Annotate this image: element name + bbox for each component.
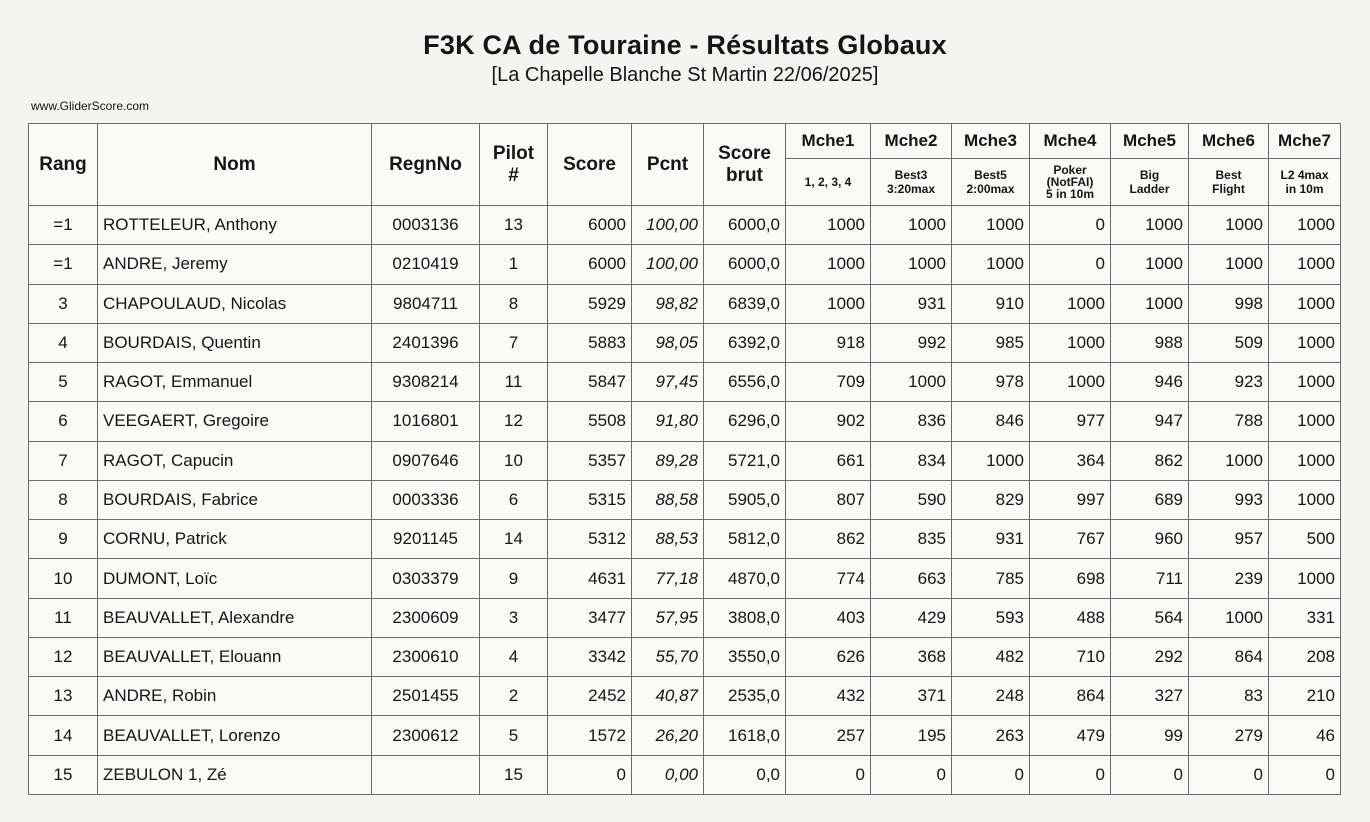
score-brut-cell: 1618,0 xyxy=(704,716,786,755)
score-brut-cell: 3808,0 xyxy=(704,598,786,637)
task-mche6-line2: Flight xyxy=(1212,182,1245,196)
mche3-cell: 931 xyxy=(952,520,1030,559)
mche5-cell: 988 xyxy=(1111,323,1189,362)
mche4-cell: 1000 xyxy=(1030,284,1111,323)
mche4-cell: 488 xyxy=(1030,598,1111,637)
mche2-cell: 195 xyxy=(871,716,952,755)
table-row xyxy=(29,284,1341,323)
table-row xyxy=(29,677,1341,716)
mche4-cell: 0 xyxy=(1030,755,1111,794)
mche6-cell: 1000 xyxy=(1189,441,1269,480)
results-body xyxy=(29,206,1341,795)
mche3-cell: 985 xyxy=(952,323,1030,362)
mche5-cell: 99 xyxy=(1111,716,1189,755)
rang-cell: 10 xyxy=(29,559,98,598)
rang-cell: 12 xyxy=(29,637,98,676)
mche2-cell: 834 xyxy=(871,441,952,480)
mche6-cell: 239 xyxy=(1189,559,1269,598)
rang-cell: 3 xyxy=(29,284,98,323)
col-mche1: Mche1 xyxy=(786,124,871,159)
table-row xyxy=(29,755,1341,794)
mche3-cell: 846 xyxy=(952,402,1030,441)
score-brut-cell: 6392,0 xyxy=(704,323,786,362)
pilot-cell: 10 xyxy=(480,441,548,480)
results-table xyxy=(28,123,1341,795)
pilot-cell: 12 xyxy=(480,402,548,441)
page-title: F3K CA de Touraine - Résultats Globaux xyxy=(423,30,947,60)
table-row xyxy=(29,245,1341,284)
mche3-cell: 593 xyxy=(952,598,1030,637)
rang-cell: 6 xyxy=(29,402,98,441)
mche5-cell: 292 xyxy=(1111,637,1189,676)
mche5-cell: 862 xyxy=(1111,441,1189,480)
mche4-cell: 710 xyxy=(1030,637,1111,676)
col-mche5: Mche5 xyxy=(1111,124,1189,159)
score-cell: 6000 xyxy=(548,245,632,284)
mche3-cell: 0 xyxy=(952,755,1030,794)
mche4-cell: 1000 xyxy=(1030,363,1111,402)
nom-cell: VEEGAERT, Gregoire xyxy=(98,402,372,441)
score-cell: 2452 xyxy=(548,677,632,716)
pcnt-cell: 98,82 xyxy=(632,284,704,323)
mche3-cell: 829 xyxy=(952,480,1030,519)
col-mche4: Mche4 xyxy=(1030,124,1111,159)
rang-cell: 5 xyxy=(29,363,98,402)
mche7-cell: 1000 xyxy=(1269,402,1341,441)
col-pilot xyxy=(480,124,548,206)
rang-cell: 14 xyxy=(29,716,98,755)
nom-cell: CHAPOULAUD, Nicolas xyxy=(98,284,372,323)
task-mche5-line1: Big xyxy=(1139,168,1160,182)
mche7-cell: 331 xyxy=(1269,598,1341,637)
mche7-cell: 1000 xyxy=(1269,441,1341,480)
pilot-cell: 4 xyxy=(480,637,548,676)
pcnt-cell: 88,58 xyxy=(632,480,704,519)
mche1-cell: 1000 xyxy=(786,284,871,323)
task-mche2-line2: 3:20max xyxy=(886,182,936,196)
mche7-cell: 1000 xyxy=(1269,206,1341,245)
col-score: Score xyxy=(548,124,632,206)
nom-cell: ANDRE, Robin xyxy=(98,677,372,716)
score-cell: 5315 xyxy=(548,480,632,519)
col-mche2: Mche2 xyxy=(871,124,952,159)
task-mche4-line3: 5 in 10m xyxy=(1045,187,1095,201)
mche6-cell: 279 xyxy=(1189,716,1269,755)
table-row xyxy=(29,363,1341,402)
mche2-cell: 663 xyxy=(871,559,952,598)
score-brut-cell: 5721,0 xyxy=(704,441,786,480)
col-brut-line2: brut xyxy=(726,164,763,186)
col-nom: Nom xyxy=(98,124,372,206)
mche2-cell: 0 xyxy=(871,755,952,794)
table-row xyxy=(29,520,1341,559)
pcnt-cell: 55,70 xyxy=(632,637,704,676)
mche5-cell: 947 xyxy=(1111,402,1189,441)
rang-cell: =1 xyxy=(29,245,98,284)
score-brut-cell: 5812,0 xyxy=(704,520,786,559)
mche7-cell: 1000 xyxy=(1269,363,1341,402)
pcnt-cell: 91,80 xyxy=(632,402,704,441)
task-mche1 xyxy=(786,159,871,206)
mche6-cell: 957 xyxy=(1189,520,1269,559)
score-brut-cell: 6000,0 xyxy=(704,206,786,245)
regnno-cell: 0210419 xyxy=(372,245,480,284)
pilot-cell: 5 xyxy=(480,716,548,755)
mche7-cell: 210 xyxy=(1269,677,1341,716)
score-cell: 5508 xyxy=(548,402,632,441)
score-cell: 5357 xyxy=(548,441,632,480)
mche7-cell: 46 xyxy=(1269,716,1341,755)
pilot-cell: 3 xyxy=(480,598,548,637)
score-cell: 5847 xyxy=(548,363,632,402)
nom-cell: BOURDAIS, Quentin xyxy=(98,323,372,362)
rang-cell: 9 xyxy=(29,520,98,559)
mche2-cell: 590 xyxy=(871,480,952,519)
mche5-cell: 711 xyxy=(1111,559,1189,598)
event-subtitle: [La Chapelle Blanche St Martin 22/06/2025] xyxy=(491,64,879,86)
mche6-cell: 509 xyxy=(1189,323,1269,362)
mche2-cell: 835 xyxy=(871,520,952,559)
nom-cell: BEAUVALLET, Alexandre xyxy=(98,598,372,637)
task-mche5-line2: Ladder xyxy=(1129,182,1170,196)
mche1-cell: 626 xyxy=(786,637,871,676)
nom-cell: DUMONT, Loïc xyxy=(98,559,372,598)
mche1-cell: 1000 xyxy=(786,245,871,284)
score-brut-cell: 6839,0 xyxy=(704,284,786,323)
pilot-cell: 8 xyxy=(480,284,548,323)
pcnt-cell: 0,00 xyxy=(632,755,704,794)
task-mche7-line2: in 10m xyxy=(1285,182,1324,196)
task-mche3 xyxy=(952,159,1030,206)
mche2-cell: 1000 xyxy=(871,245,952,284)
mche1-cell: 403 xyxy=(786,598,871,637)
table-row xyxy=(29,441,1341,480)
col-pilot-line2: # xyxy=(508,164,519,186)
task-mche4-line2: (NotFAI) xyxy=(1046,175,1094,189)
regnno-cell xyxy=(372,755,480,794)
site-label: www.GliderScore.com xyxy=(31,99,150,113)
regnno-cell: 9201145 xyxy=(372,520,480,559)
regnno-cell: 2300610 xyxy=(372,637,480,676)
rang-cell: 15 xyxy=(29,755,98,794)
mche2-cell: 992 xyxy=(871,323,952,362)
regnno-cell: 2501455 xyxy=(372,677,480,716)
task-mche3-line2: 2:00max xyxy=(966,182,1015,196)
mche3-cell: 248 xyxy=(952,677,1030,716)
table-row xyxy=(29,480,1341,519)
regnno-cell: 0003336 xyxy=(372,480,480,519)
mche4-cell: 364 xyxy=(1030,441,1111,480)
mche1-cell: 902 xyxy=(786,402,871,441)
table-row xyxy=(29,206,1341,245)
pilot-cell: 9 xyxy=(480,559,548,598)
task-mche1-line1: 1, 2, 3, 4 xyxy=(804,175,852,189)
mche1-cell: 709 xyxy=(786,363,871,402)
pilot-cell: 15 xyxy=(480,755,548,794)
mche7-cell: 1000 xyxy=(1269,480,1341,519)
score-brut-cell: 6556,0 xyxy=(704,363,786,402)
score-cell: 3477 xyxy=(548,598,632,637)
mche1-cell: 0 xyxy=(786,755,871,794)
mche7-cell: 500 xyxy=(1269,520,1341,559)
task-mche6-line1: Best xyxy=(1215,168,1242,182)
mche6-cell: 83 xyxy=(1189,677,1269,716)
task-mche6 xyxy=(1189,159,1269,206)
col-mche3: Mche3 xyxy=(952,124,1030,159)
mche1-cell: 1000 xyxy=(786,206,871,245)
mche5-cell: 1000 xyxy=(1111,284,1189,323)
mche3-cell: 1000 xyxy=(952,206,1030,245)
pcnt-cell: 89,28 xyxy=(632,441,704,480)
mche7-cell: 0 xyxy=(1269,755,1341,794)
score-cell: 0 xyxy=(548,755,632,794)
mche5-cell: 946 xyxy=(1111,363,1189,402)
table-row xyxy=(29,598,1341,637)
mche6-cell: 1000 xyxy=(1189,245,1269,284)
pcnt-cell: 100,00 xyxy=(632,206,704,245)
task-mche2-line1: Best3 xyxy=(894,168,928,182)
mche5-cell: 1000 xyxy=(1111,206,1189,245)
nom-cell: BEAUVALLET, Lorenzo xyxy=(98,716,372,755)
pilot-cell: 7 xyxy=(480,323,548,362)
regnno-cell: 2300612 xyxy=(372,716,480,755)
nom-cell: ZEBULON 1, Zé xyxy=(98,755,372,794)
mche4-cell: 767 xyxy=(1030,520,1111,559)
nom-cell: BEAUVALLET, Elouann xyxy=(98,637,372,676)
mche1-cell: 432 xyxy=(786,677,871,716)
mche5-cell: 960 xyxy=(1111,520,1189,559)
pcnt-cell: 26,20 xyxy=(632,716,704,755)
score-brut-cell: 3550,0 xyxy=(704,637,786,676)
table-row xyxy=(29,716,1341,755)
pcnt-cell: 98,05 xyxy=(632,323,704,362)
pcnt-cell: 97,45 xyxy=(632,363,704,402)
mche4-cell: 1000 xyxy=(1030,323,1111,362)
mche6-cell: 993 xyxy=(1189,480,1269,519)
score-brut-cell: 0,0 xyxy=(704,755,786,794)
regnno-cell: 9804711 xyxy=(372,284,480,323)
mche4-cell: 977 xyxy=(1030,402,1111,441)
col-pcnt: Pcnt xyxy=(632,124,704,206)
mche1-cell: 862 xyxy=(786,520,871,559)
rang-cell: 8 xyxy=(29,480,98,519)
mche1-cell: 257 xyxy=(786,716,871,755)
col-mche6: Mche6 xyxy=(1189,124,1269,159)
mche5-cell: 327 xyxy=(1111,677,1189,716)
rang-cell: =1 xyxy=(29,206,98,245)
pcnt-cell: 100,00 xyxy=(632,245,704,284)
mche4-cell: 479 xyxy=(1030,716,1111,755)
regnno-cell: 0003136 xyxy=(372,206,480,245)
score-brut-cell: 6296,0 xyxy=(704,402,786,441)
mche6-cell: 864 xyxy=(1189,637,1269,676)
col-regnno: RegnNo xyxy=(372,124,480,206)
mche4-cell: 0 xyxy=(1030,245,1111,284)
score-cell: 3342 xyxy=(548,637,632,676)
nom-cell: RAGOT, Emmanuel xyxy=(98,363,372,402)
rang-cell: 11 xyxy=(29,598,98,637)
task-mche7 xyxy=(1269,159,1341,206)
mche2-cell: 368 xyxy=(871,637,952,676)
pilot-cell: 11 xyxy=(480,363,548,402)
score-brut-cell: 2535,0 xyxy=(704,677,786,716)
pcnt-cell: 57,95 xyxy=(632,598,704,637)
mche4-cell: 864 xyxy=(1030,677,1111,716)
table-row xyxy=(29,323,1341,362)
results-header xyxy=(29,124,1341,206)
mche3-cell: 910 xyxy=(952,284,1030,323)
rang-cell: 7 xyxy=(29,441,98,480)
mche1-cell: 661 xyxy=(786,441,871,480)
mche7-cell: 1000 xyxy=(1269,559,1341,598)
mche6-cell: 0 xyxy=(1189,755,1269,794)
regnno-cell: 1016801 xyxy=(372,402,480,441)
rang-cell: 13 xyxy=(29,677,98,716)
nom-cell: ROTTELEUR, Anthony xyxy=(98,206,372,245)
rang-cell: 4 xyxy=(29,323,98,362)
nom-cell: CORNU, Patrick xyxy=(98,520,372,559)
mche7-cell: 208 xyxy=(1269,637,1341,676)
score-brut-cell: 4870,0 xyxy=(704,559,786,598)
mche2-cell: 931 xyxy=(871,284,952,323)
score-cell: 5312 xyxy=(548,520,632,559)
mche4-cell: 997 xyxy=(1030,480,1111,519)
pilot-cell: 14 xyxy=(480,520,548,559)
mche5-cell: 0 xyxy=(1111,755,1189,794)
pcnt-cell: 77,18 xyxy=(632,559,704,598)
table-row xyxy=(29,559,1341,598)
col-pilot-line1: Pilot xyxy=(492,142,535,164)
pilot-cell: 1 xyxy=(480,245,548,284)
mche2-cell: 429 xyxy=(871,598,952,637)
score-cell: 5883 xyxy=(548,323,632,362)
task-mche3-line1: Best5 xyxy=(974,168,1007,182)
mche1-cell: 774 xyxy=(786,559,871,598)
mche6-cell: 1000 xyxy=(1189,206,1269,245)
mche6-cell: 923 xyxy=(1189,363,1269,402)
pcnt-cell: 40,87 xyxy=(632,677,704,716)
mche3-cell: 482 xyxy=(952,637,1030,676)
mche3-cell: 785 xyxy=(952,559,1030,598)
mche5-cell: 1000 xyxy=(1111,245,1189,284)
mche3-cell: 978 xyxy=(952,363,1030,402)
mche6-cell: 998 xyxy=(1189,284,1269,323)
pilot-cell: 2 xyxy=(480,677,548,716)
col-score-brut xyxy=(704,124,786,206)
score-brut-cell: 6000,0 xyxy=(704,245,786,284)
col-brut-line1: Score xyxy=(718,142,771,164)
regnno-cell: 9308214 xyxy=(372,363,480,402)
score-cell: 5929 xyxy=(548,284,632,323)
task-mche2 xyxy=(871,159,952,206)
table-row xyxy=(29,402,1341,441)
score-cell: 4631 xyxy=(548,559,632,598)
regnno-cell: 2401396 xyxy=(372,323,480,362)
mche6-cell: 1000 xyxy=(1189,598,1269,637)
score-cell: 6000 xyxy=(548,206,632,245)
mche2-cell: 371 xyxy=(871,677,952,716)
mche3-cell: 1000 xyxy=(952,441,1030,480)
regnno-cell: 2300609 xyxy=(372,598,480,637)
mche3-cell: 1000 xyxy=(952,245,1030,284)
task-mche4-line1: Poker xyxy=(1053,163,1087,177)
mche2-cell: 1000 xyxy=(871,206,952,245)
pilot-cell: 13 xyxy=(480,206,548,245)
nom-cell: ANDRE, Jeremy xyxy=(98,245,372,284)
pcnt-cell: 88,53 xyxy=(632,520,704,559)
score-cell: 1572 xyxy=(548,716,632,755)
col-rang: Rang xyxy=(29,124,98,206)
task-mche4 xyxy=(1030,159,1111,206)
score-brut-cell: 5905,0 xyxy=(704,480,786,519)
mche3-cell: 263 xyxy=(952,716,1030,755)
mche1-cell: 918 xyxy=(786,323,871,362)
pilot-cell: 6 xyxy=(480,480,548,519)
task-mche7-line1: L2 4max xyxy=(1280,168,1329,182)
col-mche7: Mche7 xyxy=(1269,124,1341,159)
nom-cell: RAGOT, Capucin xyxy=(98,441,372,480)
mche6-cell: 788 xyxy=(1189,402,1269,441)
mche5-cell: 564 xyxy=(1111,598,1189,637)
mche7-cell: 1000 xyxy=(1269,245,1341,284)
mche7-cell: 1000 xyxy=(1269,323,1341,362)
mche4-cell: 0 xyxy=(1030,206,1111,245)
mche4-cell: 698 xyxy=(1030,559,1111,598)
table-row xyxy=(29,637,1341,676)
mche7-cell: 1000 xyxy=(1269,284,1341,323)
mche5-cell: 689 xyxy=(1111,480,1189,519)
mche2-cell: 836 xyxy=(871,402,952,441)
regnno-cell: 0907646 xyxy=(372,441,480,480)
regnno-cell: 0303379 xyxy=(372,559,480,598)
task-mche5 xyxy=(1111,159,1189,206)
mche2-cell: 1000 xyxy=(871,363,952,402)
nom-cell: BOURDAIS, Fabrice xyxy=(98,480,372,519)
mche1-cell: 807 xyxy=(786,480,871,519)
